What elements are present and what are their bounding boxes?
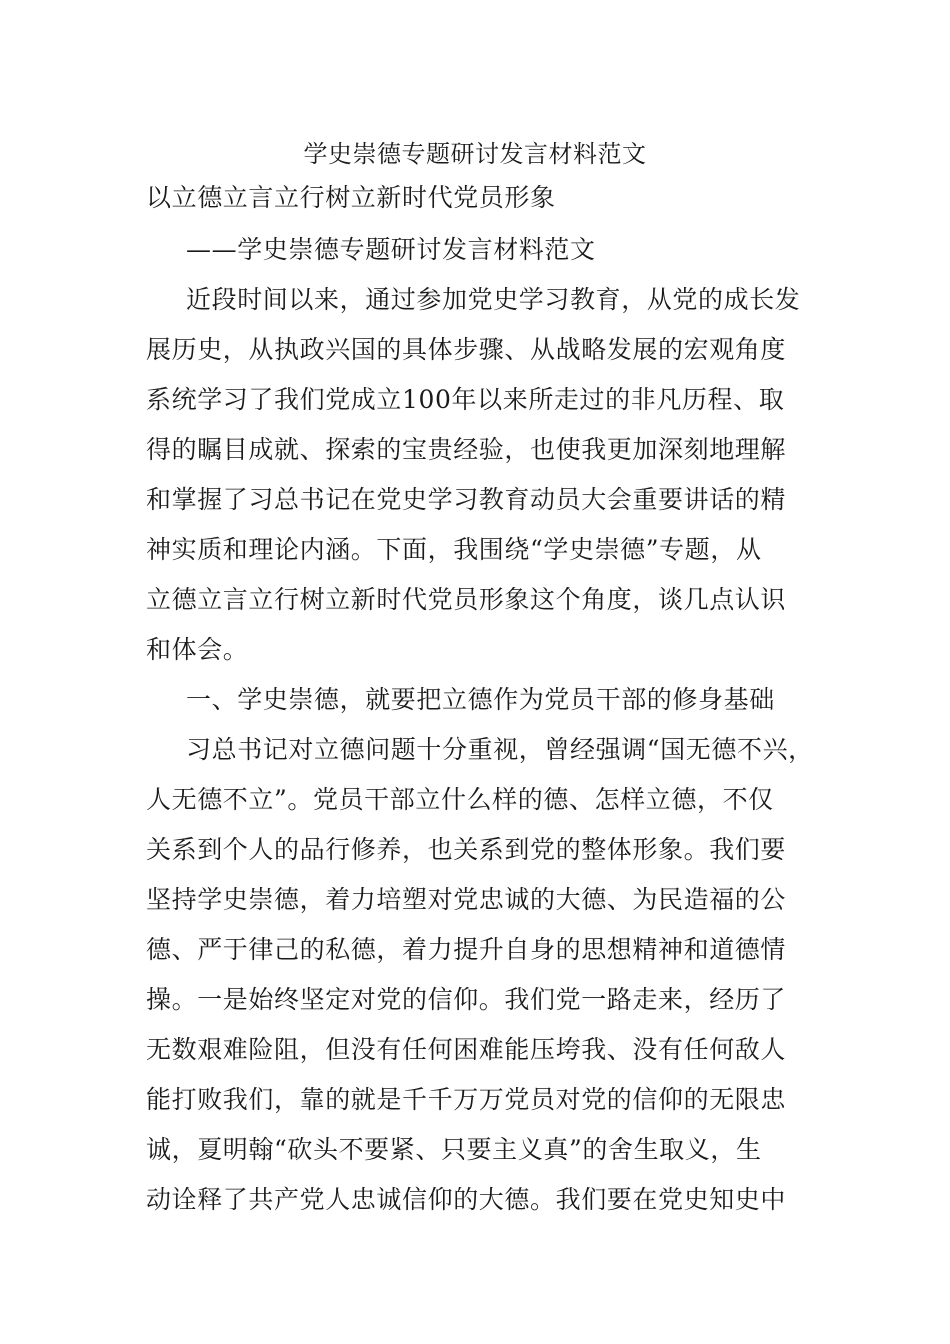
paragraph-line: 近段时间以来，通过参加党史学习教育，从党的成长发 <box>186 285 801 314</box>
paragraph-line: 无数艰难险阻，但没有任何困难能压垮我、没有任何敌人 <box>146 1035 787 1064</box>
article-heading: 以立德立言立行树立新时代党员形象 <box>146 183 556 212</box>
paragraph-line: 神实质和理论内涵。下面，我围绕“学史崇德”专题，从 <box>146 535 762 564</box>
paragraph-line: 系统学习了我们党成立100年以来所走过的非凡历程、取 <box>146 385 785 414</box>
paragraph-line: 立德立言立行树立新时代党员形象这个角度，谈几点认识 <box>146 585 787 614</box>
paragraph-line: 能打败我们，靠的就是千千万万党员对党的信仰的无限忠 <box>146 1085 787 1114</box>
paragraph-line: 坚持学史崇德，着力培塑对党忠诚的大德、为民造福的公 <box>146 885 787 914</box>
article-subheading: ——学史崇德专题研讨发言材料范文 <box>186 235 596 264</box>
paragraph-line: 和体会。 <box>146 635 249 664</box>
paragraph-line: 关系到个人的品行修养，也关系到党的整体形象。我们要 <box>146 835 787 864</box>
paragraph-line: 操。一是始终坚定对党的信仰。我们党一路走来，经历了 <box>146 985 787 1014</box>
document-title: 学史崇德专题研讨发言材料范文 <box>303 140 647 168</box>
paragraph-line: 和掌握了习总书记在党史学习教育动员大会重要讲话的精 <box>146 485 787 514</box>
paragraph-line: 德、严于律己的私德，着力提升自身的思想精神和道德情 <box>146 935 787 964</box>
paragraph-line: 习总书记对立德问题十分重视，曾经强调“国无德不兴， <box>186 735 814 764</box>
paragraph-line: 动诠释了共产党人忠诚信仰的大德。我们要在党史知史中 <box>146 1185 787 1214</box>
paragraph-line: 得的瞩目成就、探索的宝贵经验，也使我更加深刻地理解 <box>146 435 787 464</box>
paragraph-line: 展历史，从执政兴国的具体步骤、从战略发展的宏观角度 <box>146 335 787 364</box>
paragraph-line: 人无德不立”。党员干部立什么样的德、怎样立德，不仅 <box>146 785 774 814</box>
paragraph-line: 诚，夏明翰“砍头不要紧、只要主义真”的舍生取义，生 <box>146 1135 762 1164</box>
section-heading: 一、学史崇德，就要把立德作为党员干部的修身基础 <box>186 685 775 714</box>
